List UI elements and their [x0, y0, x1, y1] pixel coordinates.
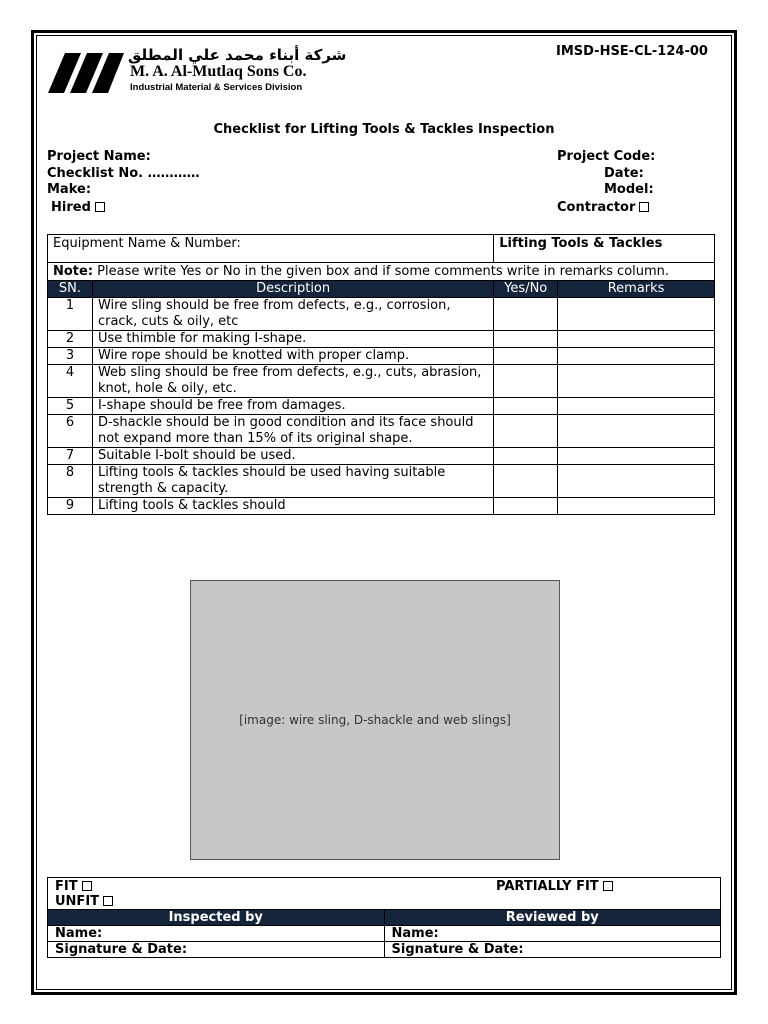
row-remarks-input[interactable]: [558, 348, 715, 365]
table-row: [48, 415, 715, 448]
row-remarks-input[interactable]: [558, 465, 715, 498]
partially-fit-option: [496, 879, 613, 894]
row-sn: 1: [48, 298, 93, 331]
table-row: [48, 331, 715, 348]
unfit-label: UNFIT: [55, 894, 100, 909]
row-sn: 6: [48, 415, 93, 448]
company-logo-mark-icon: [48, 53, 126, 93]
model-label: Model:: [604, 182, 654, 197]
checklist-number-label: Checklist No. …………: [47, 166, 200, 181]
signoff-signature-row: [48, 942, 721, 958]
row-yes-no-input[interactable]: [494, 415, 558, 448]
row-description: I-shape should be free from damages.: [92, 398, 493, 415]
contractor-label: Contractor: [557, 200, 636, 215]
result-row: [48, 878, 721, 910]
row-description: Web sling should be free from defects, e.g., cuts, abrasion, knot, hole & oily, etc.: [92, 365, 493, 398]
row-yes-no-input[interactable]: [494, 398, 558, 415]
inspector-signature-field[interactable]: Signature & Date:: [48, 942, 385, 958]
table-row: [48, 498, 715, 515]
reviewer-name-field[interactable]: Name:: [384, 926, 721, 942]
row-yes-no-input[interactable]: [494, 348, 558, 365]
row-description: Lifting tools & tackles should: [92, 498, 493, 515]
row-sn: 2: [48, 331, 93, 348]
signoff-name-row: [48, 926, 721, 942]
signoff-header-row: [48, 910, 721, 926]
table-row: [48, 465, 715, 498]
date-label: Date:: [604, 166, 644, 181]
note-label: Note:: [53, 264, 94, 279]
row-yes-no-input[interactable]: [494, 365, 558, 398]
equipment-name-label: Equipment Name & Number:: [48, 235, 494, 263]
equipment-photo-placeholder: [image: wire sling, D-shackle and web slings]: [190, 580, 560, 860]
make-label: Make:: [47, 182, 92, 197]
row-remarks-input[interactable]: [558, 365, 715, 398]
note-row: [48, 263, 715, 281]
contractor-option: [557, 200, 649, 215]
inspection-table: [47, 234, 715, 515]
row-description: Wire rope should be knotted with proper clamp.: [92, 348, 493, 365]
header-description: Description: [92, 281, 493, 298]
row-sn: 9: [48, 498, 93, 515]
row-sn: 3: [48, 348, 93, 365]
unfit-option: [55, 894, 713, 909]
table-row: [48, 298, 715, 331]
row-remarks-input[interactable]: [558, 448, 715, 465]
equipment-photo: [190, 580, 560, 860]
hired-label: Hired: [51, 200, 91, 215]
hired-checkbox[interactable]: [95, 202, 105, 212]
project-name-label: Project Name:: [47, 149, 151, 164]
row-description: Wire sling should be free from defects, e.g., corrosion, crack, cuts & oily, etc: [92, 298, 493, 331]
header-remarks: Remarks: [558, 281, 715, 298]
result-signoff-table: [47, 877, 721, 958]
partially-fit-checkbox[interactable]: [603, 881, 613, 891]
contractor-checkbox[interactable]: [639, 202, 649, 212]
company-name-english: M. A. Al-Mutlaq Sons Co.: [130, 63, 307, 80]
equipment-row: [48, 235, 715, 263]
partially-fit-label: PARTIALLY FIT: [496, 879, 599, 894]
row-yes-no-input[interactable]: [494, 465, 558, 498]
row-yes-no-input[interactable]: [494, 331, 558, 348]
row-sn: 5: [48, 398, 93, 415]
row-yes-no-input[interactable]: [494, 498, 558, 515]
row-remarks-input[interactable]: [558, 331, 715, 348]
table-row: [48, 348, 715, 365]
row-description: Lifting tools & tackles should be used having suitable strength & capacity.: [92, 465, 493, 498]
header-sn: SN.: [48, 281, 93, 298]
inspected-by-header: Inspected by: [48, 910, 385, 926]
fit-checkbox[interactable]: [82, 881, 92, 891]
reviewed-by-header: Reviewed by: [384, 910, 721, 926]
table-row: [48, 448, 715, 465]
equipment-name-value: Lifting Tools & Tackles: [494, 235, 715, 263]
fit-label: FIT: [55, 879, 78, 894]
project-code-label: Project Code:: [557, 149, 656, 164]
row-sn: 4: [48, 365, 93, 398]
result-cell: [48, 878, 721, 910]
reviewer-signature-field[interactable]: Signature & Date:: [384, 942, 721, 958]
inspector-name-field[interactable]: Name:: [48, 926, 385, 942]
company-name-arabic: شركة أبناء محمد علي المطلق: [128, 46, 347, 64]
row-remarks-input[interactable]: [558, 498, 715, 515]
checklist-title: Checklist for Lifting Tools & Tackles Inspection: [213, 122, 555, 137]
table-row: [48, 365, 715, 398]
hired-option: [51, 200, 105, 215]
company-division: Industrial Material & Services Division: [130, 82, 303, 93]
row-description: D-shackle should be in good condition and its face should not expand more than 15% of its original shape.: [92, 415, 493, 448]
table-header-row: [48, 281, 715, 298]
row-remarks-input[interactable]: [558, 398, 715, 415]
note-text: Please write Yes or No in the given box and if some comments write in remarks column.: [93, 264, 670, 279]
row-yes-no-input[interactable]: [494, 298, 558, 331]
row-remarks-input[interactable]: [558, 298, 715, 331]
row-description: Use thimble for making I-shape.: [92, 331, 493, 348]
unfit-checkbox[interactable]: [103, 896, 113, 906]
fit-option: [55, 879, 713, 894]
row-sn: 8: [48, 465, 93, 498]
note-cell: [48, 263, 715, 281]
document-code: IMSD-HSE-CL-124-00: [556, 44, 708, 59]
header-yes-no: Yes/No: [494, 281, 558, 298]
table-row: [48, 398, 715, 415]
company-logo: [48, 46, 347, 97]
row-description: Suitable I-bolt should be used.: [92, 448, 493, 465]
row-sn: 7: [48, 448, 93, 465]
row-yes-no-input[interactable]: [494, 448, 558, 465]
row-remarks-input[interactable]: [558, 415, 715, 448]
